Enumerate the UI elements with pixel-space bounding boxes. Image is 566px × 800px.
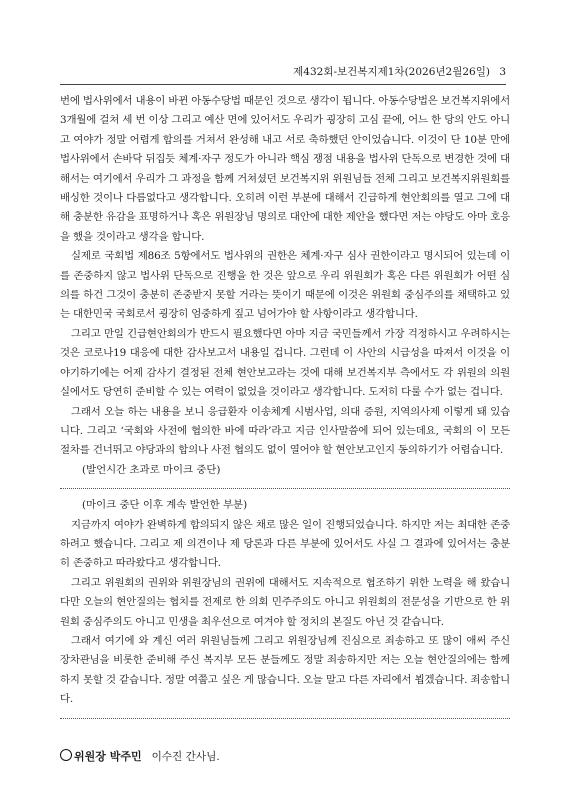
paragraph: 실제로 국회법 제86조 5항에서도 법사위의 권한은 체계·자구 심사 권한이라고 명시되어 있는데 이를 존중하지 않고 법사위 단독으로 진행을 한 것은 앞으로 우리 위원회가 혹은 다른 위원회가 어떤 심의를 하건 그것이 충분히 존중받지 못할 거라는 뜻이기 때문에 이것은 위원회 중심주의를 채택하고 있는 대한민국 국회로서 굉장히 엄중하게 짚고 넘어가야 할 사항이라고 생각합니다.	[60, 250, 510, 321]
speaker-name: 위원장 박주민	[74, 750, 142, 763]
header-rule	[60, 84, 506, 85]
stage-direction: (발언시간 초과로 마이크 중단)	[82, 463, 221, 476]
running-header	[60, 64, 506, 82]
dotted-divider	[60, 488, 510, 490]
stage-direction: (마이크 중단 이후 계속 발언한 부분)	[82, 499, 248, 512]
page-number: 3	[499, 66, 506, 78]
speaker-text: 이수진 간사님.	[151, 751, 220, 763]
paragraph: 지금까지 여야가 완벽하게 합의되지 않은 채로 많은 일이 진행되었습니다. 하지만 저는 최대한 존중하려고 했습니다. 그리고 제 의견이나 제 당론과 다른 부분에 있어서도 사실 그 결과에 있어서는 충분히 존중하고 따라왔다고 생각합니다.	[60, 518, 510, 570]
document-body	[60, 92, 510, 726]
paragraph: 그리고 위원회의 권위와 위원장님의 권위에 대해서도 지속적으로 협조하기 위한 노력을 해 왔습니다만 오늘의 현안질의는 협치를 전제로 한 의회 민주주의도 아니고 위원회의 전문성을 기반으로 한 위원회 중심주의도 아니고 민생을 최우선으로 여겨야 할 정치의 본질도 아닌 것 같습니다.	[60, 576, 510, 628]
speaker-circle-icon	[60, 749, 72, 761]
paragraph: 그리고 만일 긴급현안회의가 반드시 필요했다면 아마 지금 국민들께서 가장 걱정하시고 우려하시는 것은 코로나19 대응에 대한 감사보고서 내용일 겁니다. 그런데 이 사안의 시급성을 따져서 이것을 이야기하기에는 어제 감사기 결정된 전체 현안보고라는 것에 대해 보건복지부 측에서도 각 위원의 의원실에서도 당연히 준비할 수 있는 여력이 없었을 것이라고 생각합니다. 도저히 다룰 수가 없는 겁니다.	[60, 327, 510, 399]
paragraph: 그래서 여기에 와 계신 여러 위원님들께 그리고 위원장님께 진심으로 죄송하고 또 많이 애써 주신 장차관님을 비롯한 준비해 주신 복지부 모든 분들께도 정말 죄송하지만 저는 오늘 현안질의에는 함께하지 못할 것 같습니다. 정말 여쭙고 싶은 게 많습니다. 오늘 말고 다른 자리에서 뵙겠습니다. 죄송합니다.	[60, 634, 510, 706]
running-title: 제432회-보건복지제1차(2026년2월26일)	[293, 66, 490, 78]
paragraph: 그래서 오늘 하는 내용을 보니 응급환자 이송체계 시범사업, 의대 증원, 지역의사제 이렇게 돼 있습니다. 그리고 ‘국회와 사전에 협의한 바에 따라’라고 지금 인사말씀에 되어 있는데요, 국회의 이 모든 절차를 건너뛰고 야당과의 합의나 사전 협의도 없이 열어야 할 현안보고인지 동의하기가 어렵습니다.	[60, 405, 510, 457]
paragraph: 번에 법사위에서 내용이 바뀐 아동수당법 때문인 것으로 생각이 됩니다. 아동수당법은 보건복지위에서 3개월에 걸쳐 세 번 이상 그리고 예산 면에 있어서도 우리가 굉장히 고심 끝에, 어느 한 당의 안도 아니고 여야가 정말 어렵게 합의를 거쳐서 완성해 내고 서로 축하했던 안이었습니다. 이것이 단 10분 만에 법사위에서 손바닥 뒤집듯 체계·자구 정도가 아니라 핵심 쟁점 내용을 법사위 단독으로 변경한 것에 대해서는 여기에서 우리가 그 과정을 함께 거쳐셨던 보건복지위 위원님들 전체 그리고 보건복지위원회를 배싱한 것이나 다름없다고 생각합니다. 오히려 이런 부분에 대해서 긴급하게 현안회의를 열고 그에 대해 충분한 유감을 표명하거나 혹은 위원장님 명의로 대안에 대한 제안을 했다면 저는 야당도 아마 호응을 했을 것이라고 생각을 합니다.	[60, 95, 510, 243]
dotted-divider	[60, 718, 510, 720]
speaker-line	[60, 748, 220, 764]
